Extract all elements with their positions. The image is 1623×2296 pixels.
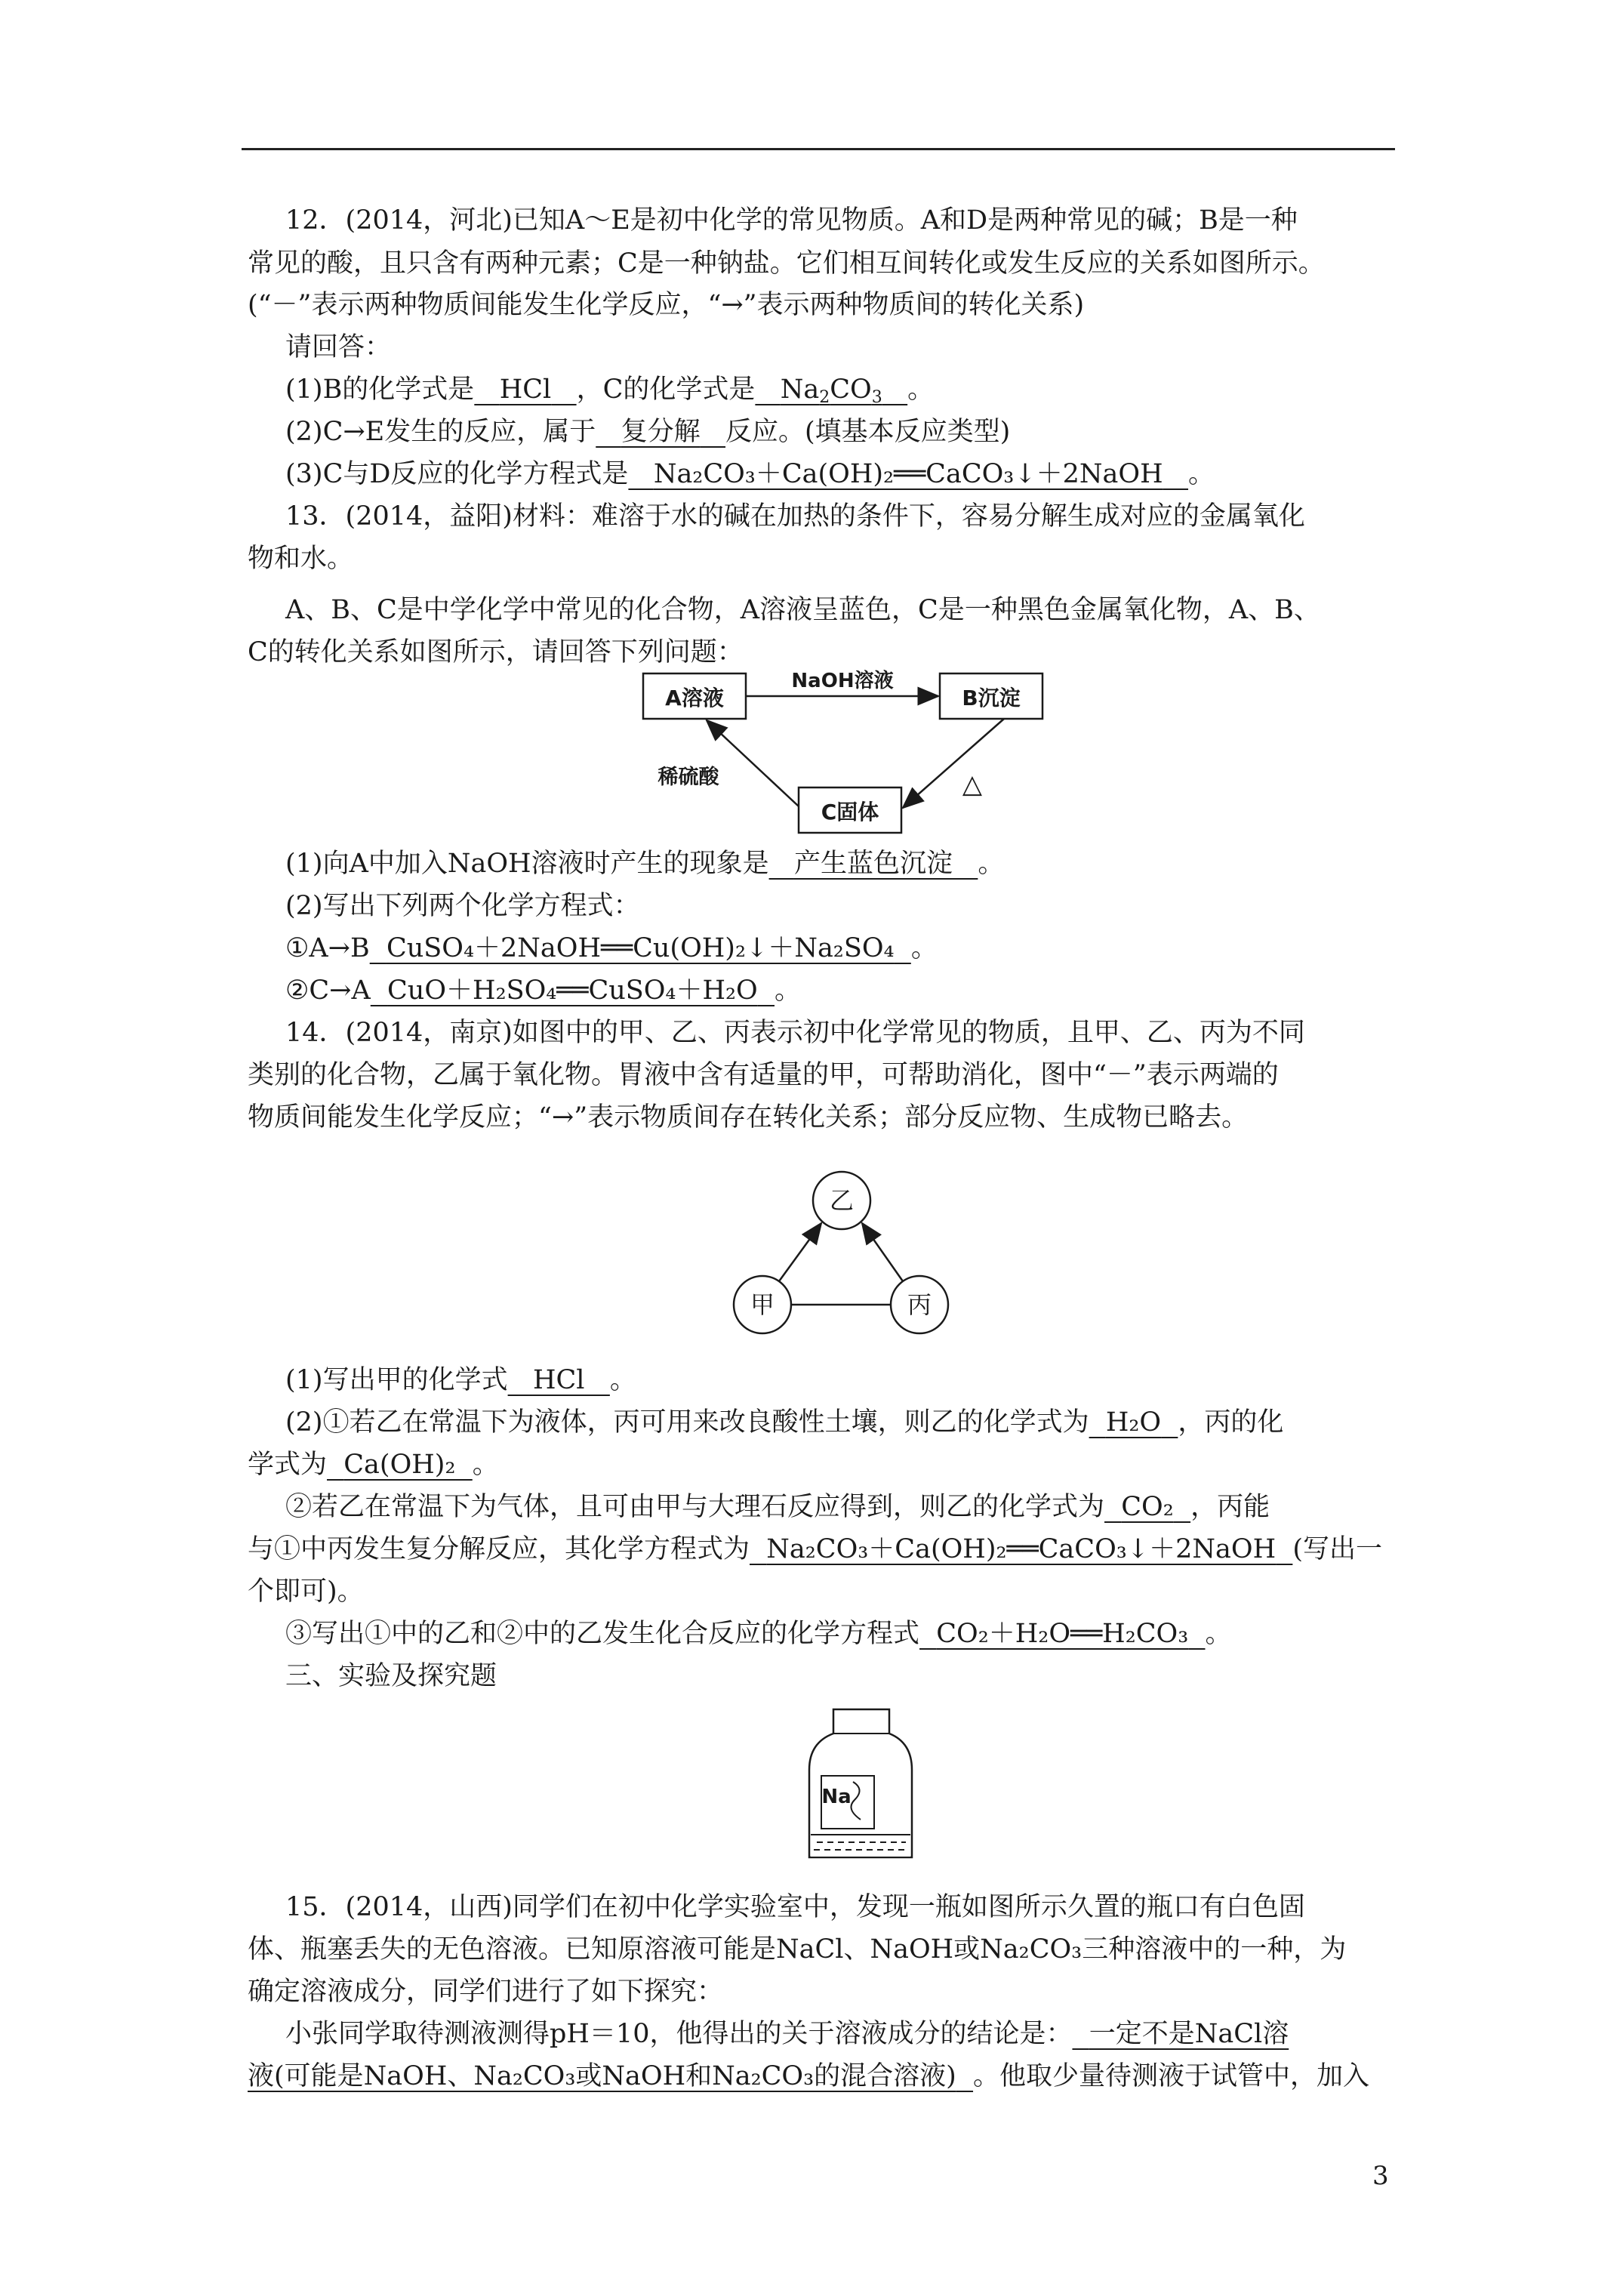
q13-answer-1: (1)向A中加入NaOH溶液时产生的现象是 产生蓝色沉淀 。 bbox=[285, 849, 1005, 879]
q13-line-4: C的转化关系如图所示，请回答下列问题： bbox=[248, 637, 744, 667]
q13-equation-2: ②C→A CuO＋H₂SO₄══CuSO₄＋H₂O 。 bbox=[285, 975, 801, 1006]
q12-line-2: 常见的酸，且只含有两种元素；C是一种钠盐。它们相互间转化或发生反应的关系如图所示。 bbox=[248, 248, 1325, 279]
liquid-fill bbox=[811, 1836, 910, 1857]
q13-line-1: 13．(2014，益阳)材料：难溶于水的碱在加热的条件下，容易分解生成对应的金属氧化 bbox=[285, 501, 1305, 532]
q12-answer-2: (2)C→E发生的反应，属于 复分解 反应。(填基本反应类型) bbox=[285, 417, 1011, 447]
q14-answer-4-fill: CO₂＋H₂O══H₂CO₃ bbox=[936, 1619, 1189, 1649]
arrow-right-to-top bbox=[862, 1223, 903, 1281]
q12-answer-3-fill: Na₂CO₃＋Ca(OH)₂══CaCO₃↓＋2NaOH bbox=[653, 459, 1163, 489]
q13-line-2: 物和水。 bbox=[248, 544, 354, 574]
q15-line-3: 确定溶液成分，同学们进行了如下探究： bbox=[248, 1977, 724, 2007]
q13-equation-2-fill: CuO＋H₂SO₄══CuSO₄＋H₂O bbox=[387, 975, 758, 1006]
q13-answer-1-fill: 产生蓝色沉淀 bbox=[793, 849, 953, 879]
q14-answer-1: (1)写出甲的化学式 HCl 。 bbox=[285, 1365, 636, 1395]
box-a-label: A溶液 bbox=[665, 686, 724, 710]
node-left-label: 甲 bbox=[750, 1290, 775, 1319]
edge-bc-label: △ bbox=[962, 769, 983, 800]
arrow-b-to-c bbox=[903, 719, 1004, 808]
q14-answer-3-fill: CO₂ bbox=[1121, 1492, 1174, 1522]
q15-line-4: 小张同学取待测液测得pH＝10，他得出的关于溶液成分的结论是： 一定不是NaCl溶 bbox=[285, 2019, 1289, 2049]
page-number: 3 bbox=[1372, 2161, 1389, 2191]
q15-line-5: 液(可能是NaOH、Na₂CO₃或NaOH和Na₂CO₃的混合溶液) 。他取少量待测液于试管中，加入 bbox=[248, 2061, 1370, 2091]
q14-answer-3: ②若乙在常温下为气体，且可由甲与大理石反应得到，则乙的化学式为 CO₂ ，丙能 bbox=[285, 1492, 1270, 1522]
arrow-c-to-a bbox=[707, 720, 799, 806]
q14-line-3: 物质间能发生化学反应；“→”表示物质间存在转化关系；部分反应物、生成物已略去。 bbox=[248, 1102, 1249, 1133]
q14-answer-3c: 个即可)。 bbox=[248, 1576, 364, 1607]
q14-answer-2-fill: H₂O bbox=[1105, 1407, 1162, 1438]
q14-line-2: 类别的化合物，乙属于氧化物。胃液中含有适量的甲，可帮助消化，图中“－”表示两端的 bbox=[248, 1060, 1279, 1090]
box-c-label: C固体 bbox=[821, 800, 879, 824]
q13-equation-1-fill: CuSO₄＋2NaOH══Cu(OH)₂↓＋Na₂SO₄ bbox=[386, 933, 895, 963]
q14-answer-2b-fill: Ca(OH)₂ bbox=[343, 1450, 456, 1480]
q15-line-1: 15．(2014，山西)同学们在初中化学实验室中，发现一瓶如图所示久置的瓶口有白色固 bbox=[285, 1892, 1305, 1922]
q14-answer-3b: 与①中丙发生复分解反应，其化学方程式为 Na₂CO₃＋Ca(OH)₂══CaCO₃↓＋2NaOH (写出一 bbox=[248, 1534, 1383, 1564]
q13-equation-1: ①A→B CuSO₄＋2NaOH══Cu(OH)₂↓＋Na₂SO₄ 。 bbox=[285, 933, 938, 963]
q15-line-2: 体、瓶塞丢失的无色溶液。已知原溶液可能是NaCl、NaOH或Na₂CO₃三种溶液中的一种，为 bbox=[248, 1934, 1347, 1965]
q13-cycle-diagram bbox=[634, 664, 1087, 846]
q15-answer-fill-1: 一定不是NaCl溶 bbox=[1089, 2019, 1289, 2049]
q14-triangle-diagram bbox=[725, 1163, 951, 1344]
q14-answer-4: ③写出①中的乙和②中的乙发生化合反应的化学方程式 CO₂＋H₂O══H₂CO₃ 。 bbox=[285, 1619, 1232, 1649]
q15-answer-fill-2: 液(可能是NaOH、Na₂CO₃或NaOH和Na₂CO₃的混合溶液) bbox=[248, 2061, 956, 2091]
section-3-heading: 三、实验及探究题 bbox=[285, 1661, 497, 1691]
arrow-left-to-top bbox=[779, 1223, 821, 1281]
q14-answer-2: (2)①若乙在常温下为液体，丙可用来改良酸性土壤，则乙的化学式为 H₂O ，丙的化 bbox=[285, 1407, 1284, 1438]
reagent-bottle-figure bbox=[800, 1706, 921, 1861]
q12-prompt: 请回答： bbox=[285, 332, 392, 362]
q12-line-3: (“－”表示两种物质间能发生化学反应，“→”表示两种物质间的转化关系) bbox=[248, 290, 1085, 320]
q14-line-1: 14．(2014，南京)如图中的甲、乙、丙表示初中化学常见的物质，且甲、乙、丙为不同 bbox=[285, 1018, 1305, 1048]
crack-mark bbox=[852, 1782, 861, 1820]
q12-answer-1-c: $Na_2CO_3$ bbox=[780, 374, 882, 407]
q12-answer-1-b: HCl bbox=[499, 374, 552, 405]
q14-answer-1-fill: HCl bbox=[532, 1365, 585, 1395]
node-top-label: 乙 bbox=[829, 1186, 855, 1215]
edge-ca-label: 稀硫酸 bbox=[658, 766, 719, 789]
q13-line-3: A、B、C是中学化学中常见的化合物，A溶液呈蓝色，C是一种黑色金属氧化物，A、B、 bbox=[285, 595, 1320, 625]
q12-answer-2-fill: 复分解 bbox=[621, 417, 701, 447]
edge-ab-label: NaOH溶液 bbox=[791, 670, 894, 692]
q14-answer-3b-fill: Na₂CO₃＋Ca(OH)₂══CaCO₃↓＋2NaOH bbox=[766, 1534, 1277, 1564]
box-b-label: B沉淀 bbox=[962, 686, 1021, 710]
node-right-label: 丙 bbox=[907, 1290, 932, 1319]
q12-answer-3: (3)C与D反应的化学方程式是 Na₂CO₃＋Ca(OH)₂══CaCO₃↓＋2NaOH 。 bbox=[285, 459, 1215, 489]
bottle-label-text: Na bbox=[821, 1786, 852, 1808]
q13-answer-2: (2)写出下列两个化学方程式： bbox=[285, 891, 640, 921]
q12-answer-1: (1)B的化学式是 HCl ，C的化学式是 $Na_2CO_3$ 。 bbox=[285, 374, 935, 407]
q12-line-1: 12．(2014，河北)已知A～E是初中化学的常见物质。A和D是两种常见的碱；B是一种 bbox=[285, 205, 1298, 236]
q14-answer-2b: 学式为 Ca(OH)₂ 。 bbox=[248, 1450, 499, 1480]
header-rule bbox=[242, 148, 1395, 150]
